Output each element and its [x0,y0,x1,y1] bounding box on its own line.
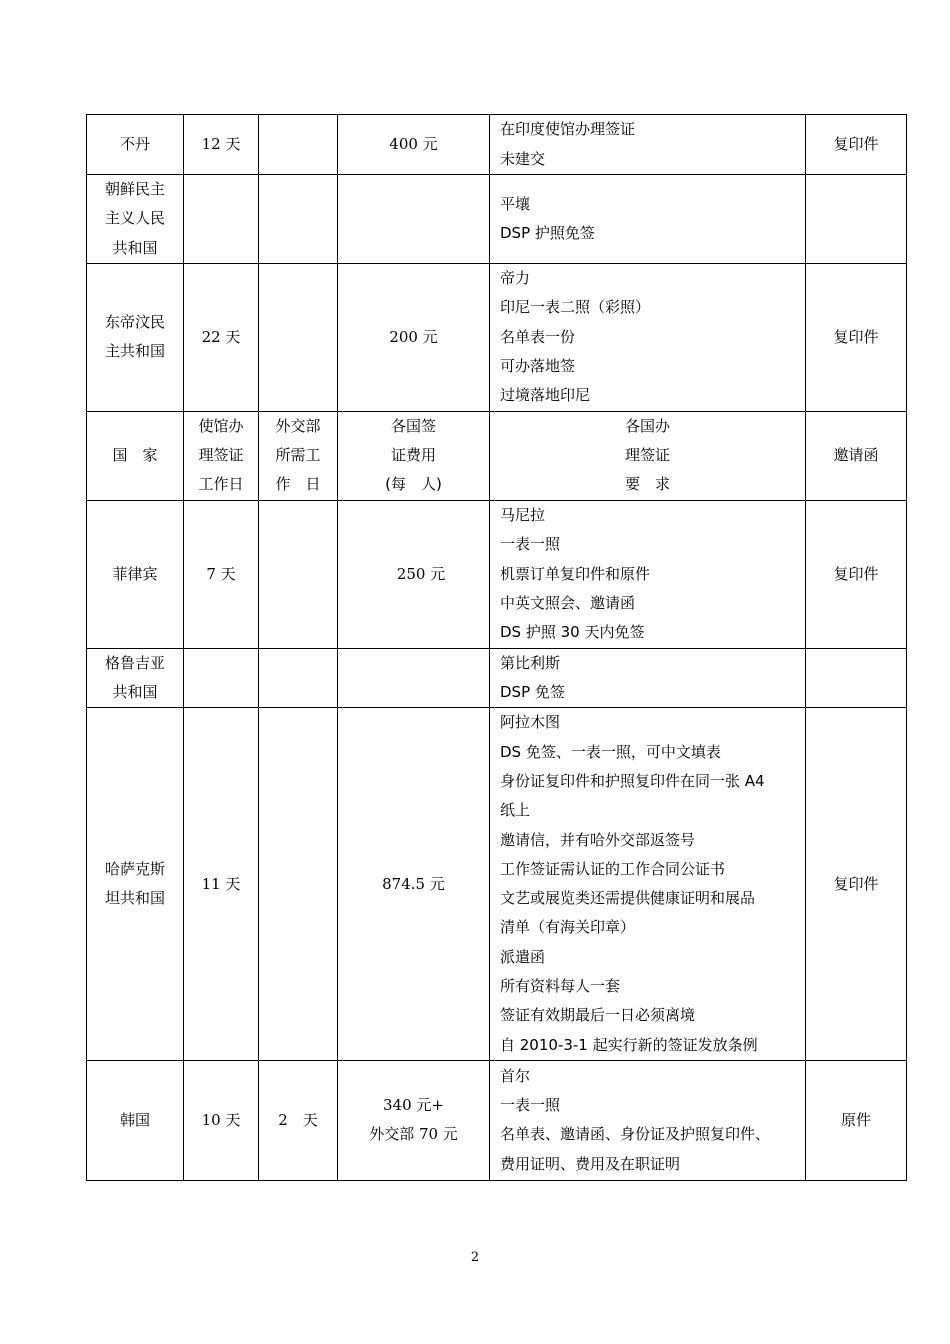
fee-cell-line: 400 元 [389,134,438,153]
mfa-days-cell [259,115,338,175]
mfa-days-cell [259,500,338,648]
table-row [87,500,907,648]
requirements-cell-line: 费用证明、费用及在职证明 [500,1154,681,1173]
table-header-row [87,411,907,500]
header-country-line: 国 家 [112,446,158,465]
fee-cell [338,708,490,1061]
requirements-cell-line: 所有资料每人一套 [500,977,621,996]
requirements-cell-line: 名单表、邀请函、身份证及护照复印件、 [500,1125,771,1144]
header-mfa-days [259,411,338,500]
requirements-cell-line: 中英文照会、邀请函 [500,593,636,612]
embassy-days-cell-line: 12 天 [201,134,241,153]
requirements-cell-line: 未建交 [500,149,546,168]
visa-requirements-table [86,114,907,1181]
requirements-cell-line: 一表一照 [500,535,561,554]
header-fee-line: 各国签 [390,416,436,435]
fee-cell-line: 外交部 70 元 [369,1125,458,1144]
requirements-cell-line: DSP 护照免签 [500,223,595,242]
header-mfa-days-line: 外交部 [275,416,321,435]
invitation-cell-line: 复印件 [833,564,879,583]
mfa-days-cell [259,175,338,264]
header-fee [338,411,490,500]
invitation-cell [806,500,907,648]
requirements-cell-line: 一表一照 [500,1096,561,1115]
requirements-cell [490,648,806,708]
country-cell [87,263,184,411]
requirements-cell-line: 平壤 [500,194,531,213]
country-cell-line: 哈萨克斯 [104,859,165,878]
country-cell [87,115,184,175]
requirements-cell-line: 过境落地印尼 [500,386,591,405]
table-row [87,115,907,175]
requirements-cell [490,708,806,1061]
requirements-cell-line: 可办落地签 [500,357,576,376]
embassy-days-cell [184,708,259,1061]
requirements-cell-line: 自 2010-3-1 起实行新的签证发放条例 [500,1035,758,1054]
header-country [87,411,184,500]
invitation-cell [806,648,907,708]
country-cell-line: 格鲁吉亚 [104,653,165,672]
country-cell-line: 主义人民 [104,209,165,228]
country-cell-line: 坦共和国 [104,889,165,908]
requirements-cell-line: 马尼拉 [500,506,546,525]
header-fee-line: (每 人) [385,475,442,494]
header-requirements-line: 要 求 [624,475,670,494]
table-row [87,648,907,708]
page-number: 2 [470,1250,480,1265]
requirements-cell [490,1060,806,1180]
invitation-cell [806,708,907,1061]
table-row [87,175,907,264]
header-requirements [490,411,806,500]
country-cell-line: 朝鲜民主 [104,180,165,198]
mfa-days-cell [259,1060,338,1180]
header-mfa-days-line: 所需工 [275,446,321,465]
fee-cell [338,1060,490,1180]
requirements-cell-line: 签证有效期最后一日必须离境 [500,1006,696,1025]
country-cell [87,648,184,708]
country-cell-line: 不丹 [119,134,150,153]
requirements-cell-line: 名单表一份 [500,327,576,346]
country-cell [87,1060,184,1180]
header-mfa-days-line: 作 日 [275,475,321,494]
requirements-cell-line: 在印度使馆办理签证 [500,120,636,139]
embassy-days-cell-line: 10 天 [201,1110,241,1129]
country-cell-line: 菲律宾 [112,564,158,583]
invitation-cell [806,115,907,175]
invitation-cell-line: 复印件 [833,134,879,153]
requirements-cell-line: 身份证复印件和护照复印件在同一张 A4 [500,771,765,790]
fee-cell [338,500,490,648]
fee-cell-line: 874.5 元 [382,874,445,893]
invitation-cell-line: 原件 [840,1110,871,1129]
requirements-cell-line: DS 护照 30 天内免签 [500,623,645,642]
requirements-cell-line: 派遣函 [500,947,546,966]
invitation-cell [806,263,907,411]
country-cell [87,175,184,264]
requirements-cell-line: 阿拉木图 [500,713,561,732]
requirements-cell-line: 帝力 [500,269,531,288]
mfa-days-cell [259,263,338,411]
header-requirements-line: 各国办 [624,416,670,435]
invitation-cell [806,1060,907,1180]
country-cell-line: 共和国 [112,238,158,257]
embassy-days-cell [184,500,259,648]
embassy-days-cell-line: 22 天 [201,327,241,346]
fee-cell-line: 340 元+ [383,1096,444,1115]
table-row [87,1060,907,1180]
table-row [87,708,907,1061]
embassy-days-cell-line: 7 天 [206,564,236,583]
invitation-cell [806,175,907,264]
requirements-cell-line: 首尔 [500,1066,531,1085]
requirements-cell-line: DS 免签、一表一照，可中文填表 [500,742,721,761]
embassy-days-cell-line: 11 天 [201,874,241,893]
embassy-days-cell [184,648,259,708]
invitation-cell-line: 复印件 [833,874,879,893]
requirements-cell-line: 清单（有海关印章） [500,918,636,937]
invitation-cell-line: 复印件 [833,327,879,346]
requirements-cell-line: 文艺或展览类还需提供健康证明和展品 [500,889,756,908]
table-row [87,263,907,411]
header-fee-line: 证费用 [390,446,436,465]
fee-cell [338,115,490,175]
header-embassy-days-line: 使馆办 [198,416,244,435]
fee-cell [338,263,490,411]
header-requirements-line: 理签证 [624,446,670,465]
requirements-cell-line: DSP 免签 [500,683,565,702]
mfa-days-cell [259,708,338,1061]
header-invitation [806,411,907,500]
country-cell [87,500,184,648]
requirements-cell [490,263,806,411]
mfa-days-cell-line: 2 天 [278,1110,318,1129]
requirements-cell-line: 机票订单复印件和原件 [500,564,651,583]
header-embassy-days-line: 工作日 [198,475,244,494]
embassy-days-cell [184,115,259,175]
fee-cell-line: 250 元 [381,564,446,583]
embassy-days-cell [184,175,259,264]
requirements-cell-line: 纸上 [500,801,531,820]
requirements-cell-line: 第比利斯 [500,653,561,672]
header-invitation-line: 邀请函 [833,446,879,465]
fee-cell-line: 200 元 [389,327,438,346]
requirements-cell [490,175,806,264]
requirements-cell [490,500,806,648]
header-embassy-days [184,411,259,500]
requirements-cell [490,115,806,175]
mfa-days-cell [259,648,338,708]
fee-cell [338,648,490,708]
country-cell-line: 共和国 [112,683,158,702]
requirements-cell-line: 印尼一表二照（彩照） [500,298,651,317]
requirements-cell-line: 工作签证需认证的工作合同公证书 [500,859,726,878]
country-cell-line: 主共和国 [104,342,165,361]
header-embassy-days-line: 理签证 [198,446,244,465]
country-cell-line: 韩国 [119,1110,150,1129]
embassy-days-cell [184,1060,259,1180]
fee-cell [338,175,490,264]
requirements-cell-line: 邀请信，并有哈外交部返签号 [500,830,696,849]
country-cell-line: 东帝汶民 [104,313,165,332]
embassy-days-cell [184,263,259,411]
country-cell [87,708,184,1061]
